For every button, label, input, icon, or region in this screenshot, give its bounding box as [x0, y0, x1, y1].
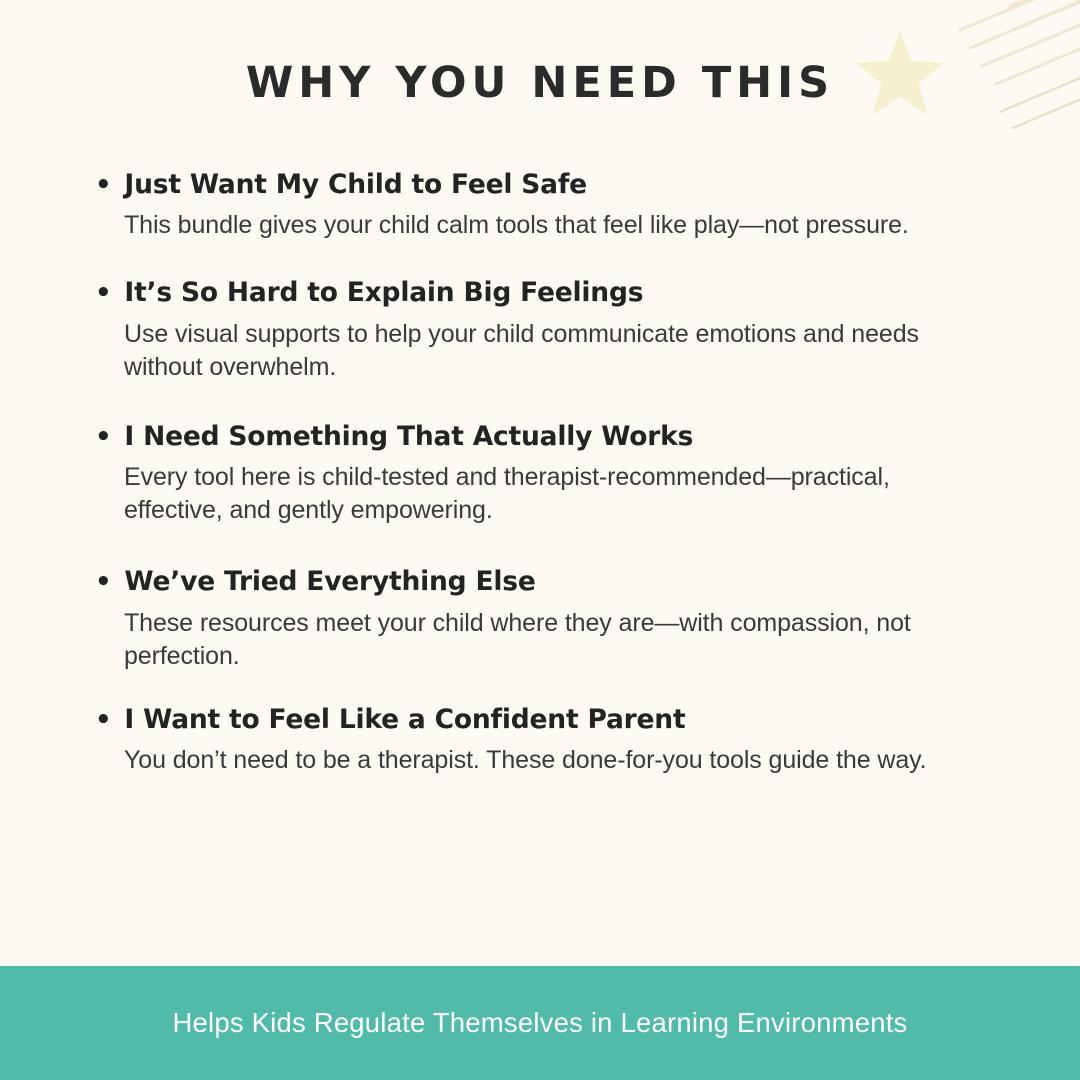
- page-title: WHY YOU NEED THIS: [245, 58, 835, 108]
- list-item-title-row: [95, 420, 995, 454]
- benefits-list: [95, 168, 995, 777]
- list-item-title-row: [95, 565, 995, 599]
- bullet-icon: •: [95, 170, 112, 200]
- list-item: [95, 276, 995, 383]
- list-item-title: I Want to Feel Like a Confident Parent: [124, 703, 686, 735]
- list-item-title: It’s So Hard to Explain Big Feelings: [124, 277, 644, 309]
- list-item-title-row: [95, 703, 995, 737]
- list-item-title-row: [95, 168, 995, 202]
- list-item-title: I Need Something That Actually Works: [124, 420, 694, 452]
- footer-banner: [0, 966, 1080, 1080]
- list-item-title: Just Want My Child to Feel Safe: [124, 169, 587, 200]
- list-item-body: This bundle gives your child calm tools that feel like play—not pressure.: [124, 211, 909, 240]
- bullet-icon: •: [95, 567, 112, 598]
- list-item-body: Use visual supports to help your child communicate emotions and needs without overwhelm.: [124, 319, 919, 381]
- bullet-icon: •: [95, 704, 112, 735]
- list-item-title: We’ve Tried Everything Else: [124, 566, 536, 598]
- list-item-body: These resources meet your child where they are—with compassion, not perfection.: [124, 608, 911, 670]
- bullet-icon: •: [95, 421, 112, 452]
- footer-tagline: Helps Kids Regulate Themselves in Learning Environments: [172, 1007, 908, 1038]
- list-item-title-row: [95, 276, 995, 310]
- list-item: [95, 420, 995, 527]
- list-item: [95, 565, 995, 672]
- list-item-body: Every tool here is child-tested and therapist-recommended—practical, effective, and gently empowering.: [124, 463, 890, 525]
- list-item-body: You don’t need to be a therapist. These done-for-you tools guide the way.: [124, 746, 927, 775]
- list-item: [95, 168, 995, 242]
- bullet-icon: •: [95, 278, 112, 309]
- list-item: [95, 703, 995, 777]
